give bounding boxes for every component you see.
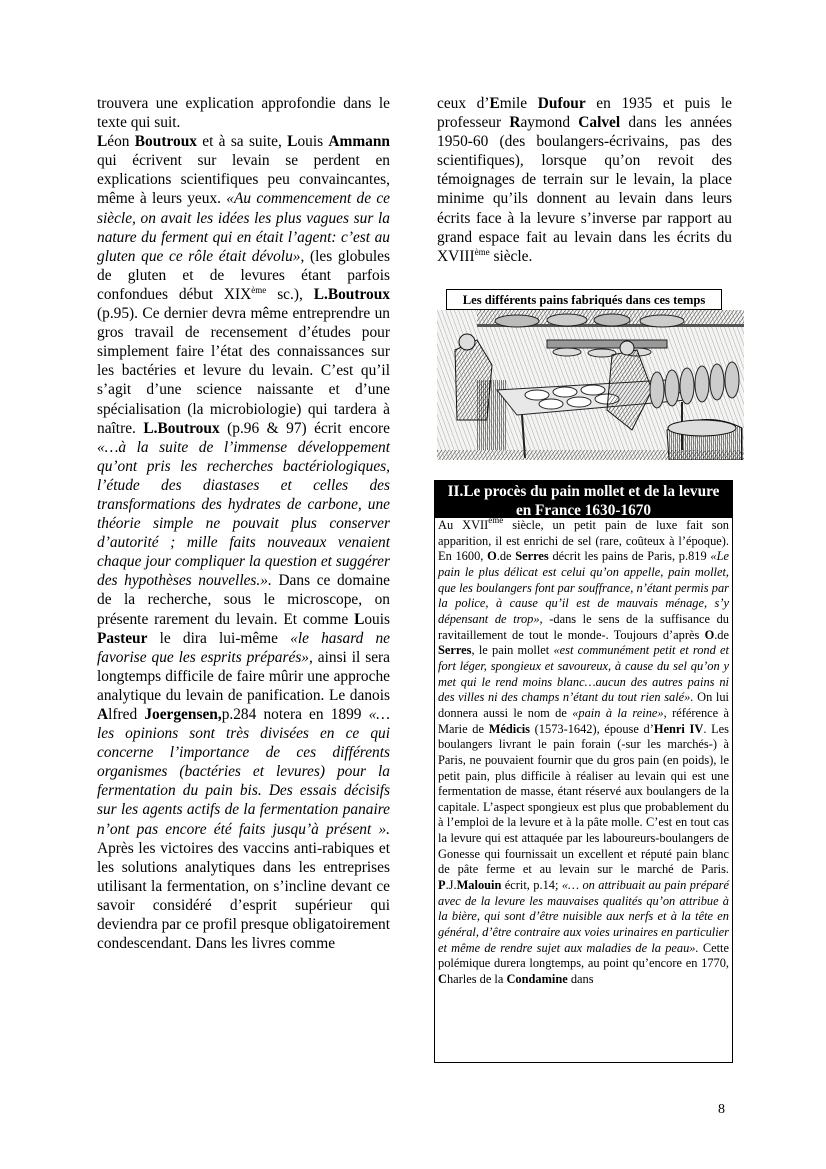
quotation: «le hasard ne favorise que les esprits préparés»,	[97, 629, 390, 666]
initial: R	[509, 114, 521, 132]
quotation: «…les opinions sont très divisées en ce qui concerne l’importance de ces différents organismes (bactéries et levures) pour la fermentation du pain bis. Des essais décisifs sur les agents actifs de la fermentation panaire n’ont pas encore été faits jusqu’à présent ».	[97, 706, 390, 838]
initial: C	[438, 972, 447, 987]
quotation: «est communément petit et rond et fort léger, spongieux et savoureux, à cause du sel qu’on y met qui le rend moins blanc…aucun des autres pains ni des villes ni des champs n’étant du tout rien salé».	[438, 643, 729, 705]
initial: L	[97, 133, 108, 151]
text-run: dans	[567, 972, 594, 987]
initial: E	[489, 95, 500, 112]
author-name: Condamine	[506, 972, 568, 987]
text-run: qui écrivent sur levain se perdent en explications scientifiques peu convaincantes, même à leurs yeux.	[97, 152, 390, 208]
text-run: ouis	[364, 610, 390, 628]
quotation: «…à la suite de l’immense développement qu’ont pris les recherches bactériologiques, l’étude des diastases et celles des transformations des hydrates de carbone, une théorie simple ne pouvait plus conserver d’autorité ; mille faits nouveaux venaient chaque jour compliquer la question et suggérer des hypothèses nouvelles.».	[97, 438, 390, 590]
left-paragraph-1: trouvera une explication approfondie dans le texte qui suit.	[97, 95, 390, 132]
quotation: «Le pain le plus délicat est celui qu’on appelle, pain mollet, que les boulangers font par souffrance, n’étant permis par la police, à cause qu’il est de mauvais ménage, s’y dépensant de trop»,	[438, 549, 730, 626]
superscript: ème	[251, 284, 267, 295]
text-run: (p.96 & 97) écrit encore	[219, 419, 390, 437]
text-run: Au XVII	[438, 518, 489, 532]
text-run: ouis	[297, 133, 329, 151]
text-run: sc.),	[266, 285, 314, 303]
text-run: .de	[496, 549, 516, 564]
text-run: lfred	[108, 706, 145, 723]
initial: O	[487, 549, 497, 564]
text-run: Après les victoires des vaccins anti-rabiques et les solutions analytiques dans les entreprises utilisant la fermentation, on s’incline devant ce savoir considéré d’esprit supérieur qui deviendra par ce profil presque obligatoirement condescendant. Dans les livres comme	[97, 839, 390, 953]
text-run: . Les boulangers livrant le pain forain (-sur les marchés-) à Paris, ne pouvaient fournir que du gros pain (en poids), le petit pain, plus difficile à réaliser au levain qui est une fermentation de masse, étant réservé aux boulangers de la capitale. L’aspect spongieux est plus que probablement du à l’emploi de la levure et à la pâte molle. C’est en tout cas la levure qui est attaquée par les laboureurs-boulangers de Gonesse qui fournissait un excellent et réputé pain blanc de pâte ferme et au levain sur le marché de Paris.	[438, 721, 730, 877]
initial: L	[354, 610, 365, 628]
text-run: et à sa suite,	[196, 133, 288, 151]
right-column	[437, 94, 732, 266]
author-name: Boutroux	[134, 133, 197, 151]
text-run: harles de la	[446, 972, 507, 987]
text-run: en 1935 et puis le professeur	[437, 95, 733, 132]
author-name: Joergensen,	[144, 706, 222, 723]
quotation: «pain à la reine»	[572, 705, 664, 720]
text-run: décrit les pains de Paris, p.819	[548, 549, 711, 564]
page-number: 8	[718, 1102, 725, 1117]
author-name: L.Boutroux	[143, 419, 220, 437]
text-run: , (les globules de gluten et de levures étant parfois confondues début XIX	[97, 247, 390, 303]
author-name: L.Boutroux	[313, 285, 390, 303]
left-paragraph-2	[97, 132, 390, 953]
text-run: siècle.	[489, 247, 533, 265]
text-run: , le pain mollet	[471, 643, 554, 658]
author-name: Dufour	[537, 95, 586, 112]
text-run: Cette polémique durera longtemps, au point qu’encore en 1770,	[438, 940, 729, 971]
initial: L	[287, 133, 298, 151]
section-box	[434, 480, 733, 1063]
person-name: Médicis	[488, 721, 530, 736]
figure-caption: Les différents pains fabriqués dans ces temps	[446, 289, 722, 310]
text-run: écrit, p.14;	[501, 878, 562, 893]
text-run: dans les années 1950-60 (des boulangers-écrivains, pas des scientifiques), lorsque qu’on revoit des témoignages de terrain sur le levain, la place minime qu’ils donnent au levain dans leurs écrits face à la levure s’inverse par rapport au grand espace fait au levain dans les écrits du XVIII	[437, 114, 732, 265]
text-run: (1573-1642), épouse d’	[529, 721, 654, 736]
right-paragraph-1	[437, 94, 732, 266]
text-run: aymond	[520, 114, 579, 132]
author-name: Pasteur	[97, 629, 148, 647]
text-run: le dira lui-même	[147, 629, 291, 647]
person-name: Henri IV	[653, 721, 704, 736]
quotation: «Au commencement de ce siècle, on avait les idées les plus vagues sur la nature du ferment qui en était l’agent: c’est au gluten que ce rôle était dévolu»	[97, 190, 390, 265]
text-run: Dans ce domaine de la recherche, sous le microscope, on présente rarement du levain. Et comme	[97, 572, 390, 628]
text-run: ainsi il sera longtemps difficile de faire mûrir une approche analytique du levain de panification. Le danois	[97, 648, 390, 704]
author-name: Malouin	[456, 878, 502, 893]
text-run: p.284 notera en 1899	[221, 706, 369, 723]
initial: A	[97, 706, 109, 723]
text-run: , référence à Marie de	[438, 705, 730, 736]
text-run: mile	[499, 95, 538, 112]
left-column	[97, 94, 390, 953]
author-name: Calvel	[578, 114, 621, 132]
text-run: siècle, un petit pain de luxe fait son apparition, il est enrichi de sel (rare, coûteux à l’époque). En 1600,	[438, 518, 729, 564]
text-run: éon	[107, 133, 135, 151]
author-name: Ammann	[328, 133, 390, 151]
section-body	[435, 515, 732, 988]
initial: O	[704, 627, 715, 642]
author-name: Serres	[515, 549, 549, 564]
superscript: ème	[474, 246, 490, 257]
text-run: ceux d’	[437, 95, 490, 112]
text-run: .de	[714, 627, 729, 642]
quotation: «… on attribuait au pain préparé avec de la levure les mauvaises qualités qu’on attribue à la bière, qui sont d’être nuisible aux nerfs et à la tête en général, d’être contraire aux voies urinaires en particulier et même de rendre sujet aux maladies de la peau».	[438, 878, 729, 955]
superscript: ème	[488, 515, 504, 525]
text-run: On lui donnera aussi le nom de	[438, 690, 730, 720]
section-title: II.Le procès du pain mollet et de la levure en France 1630-1670	[435, 481, 732, 518]
text-run: .J.	[445, 878, 457, 893]
initial: P	[438, 878, 446, 893]
author-name: Serres	[438, 643, 472, 658]
bakery-engraving-image	[437, 310, 744, 460]
text-run: -dans le sens de la suffisance du ravitaillement de tout le monde-. Toujours d’après	[438, 611, 729, 642]
text-run: (p.95). Ce dernier devra même entreprendre un gros travail de recensement d’études pour simplement faire l’état des connaissances sur les bactéries et levure du levain. C’est qu’il s’agit d’une science naissante et d’une spécialisation (la microbiologie) qui tardera à naître.	[97, 305, 390, 437]
